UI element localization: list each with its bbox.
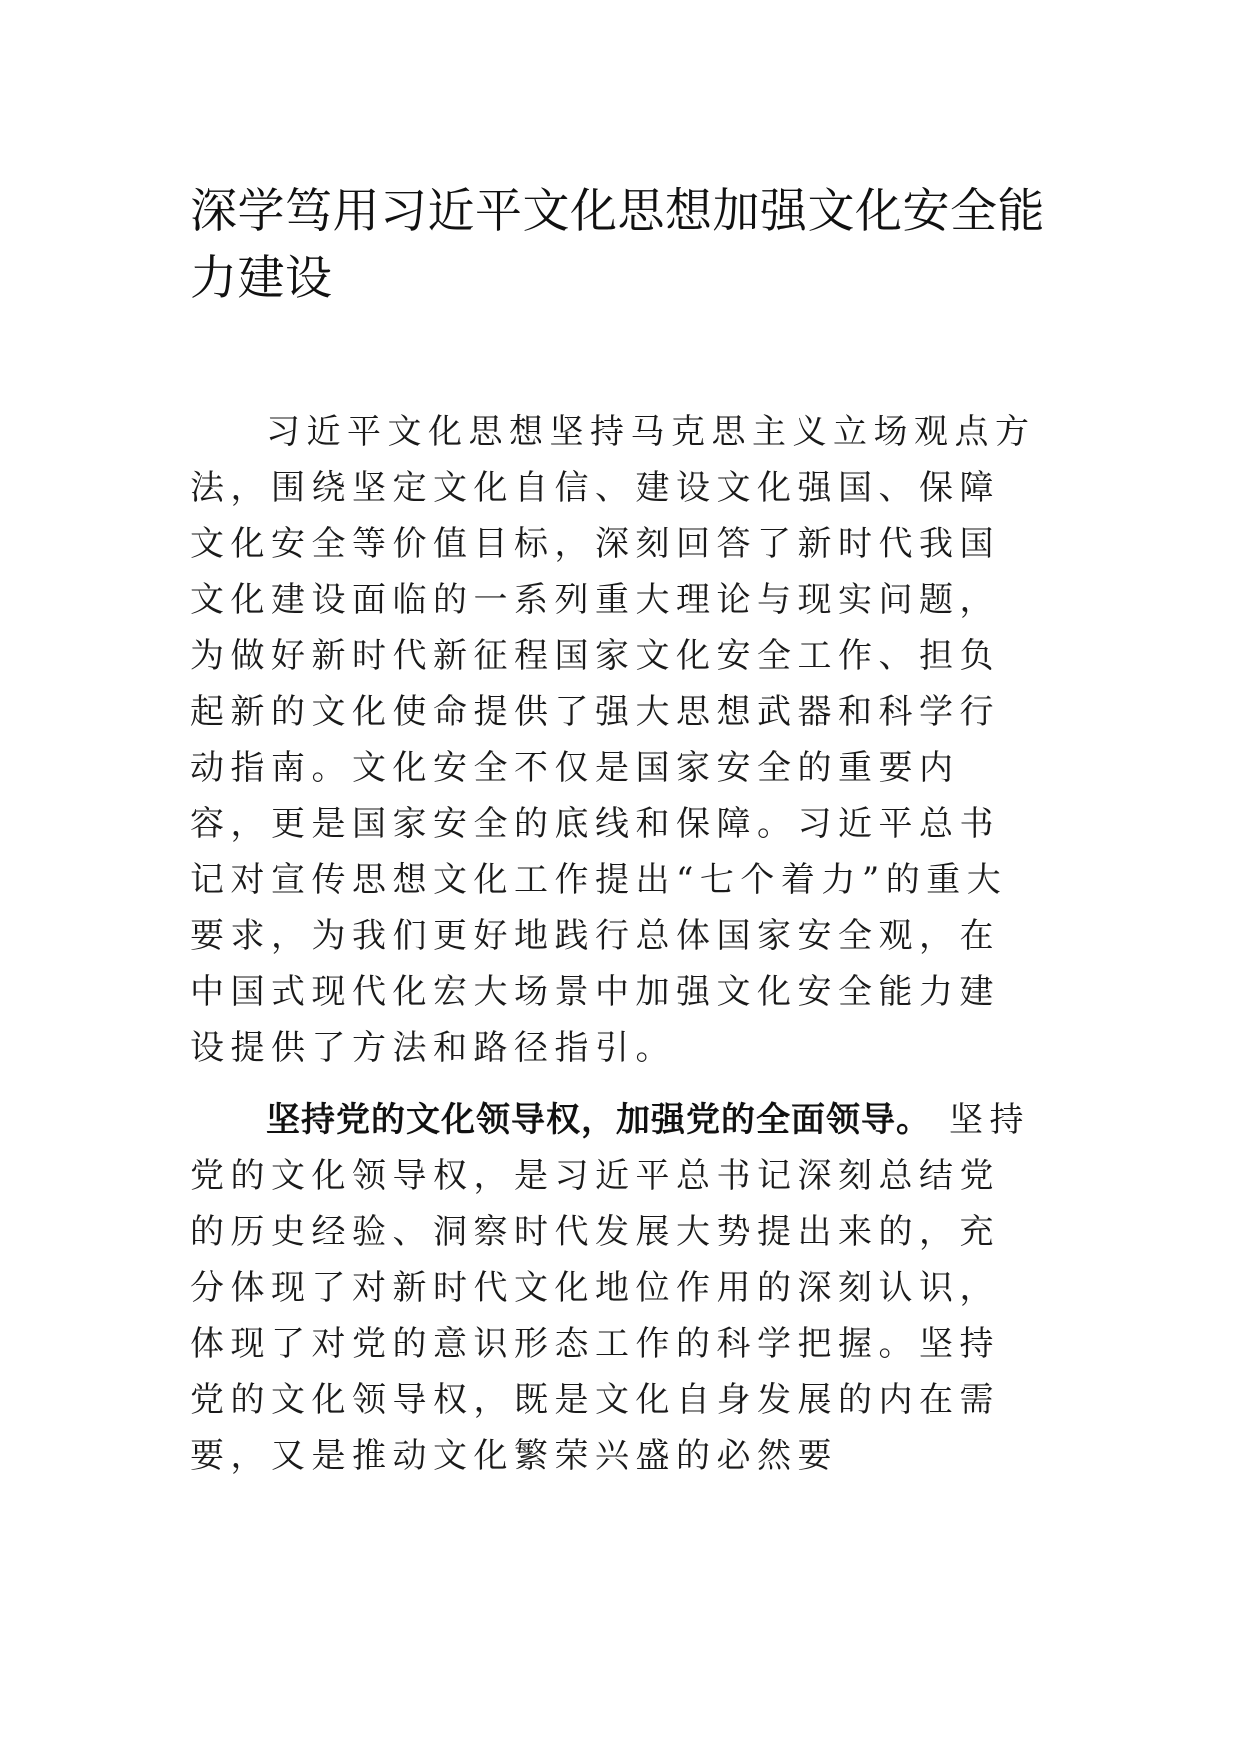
document-title: 深学笃用习近平文化思想加强文化安全能力建设	[190, 184, 1045, 306]
paragraph-section-1	[190, 1092, 1040, 1484]
section-heading: 坚持党的文化领导权，加强党的全面领导。	[266, 1100, 931, 1140]
paragraph-intro	[190, 404, 1040, 1076]
paragraph-text: 习近平文化思想坚持马克思主义立场观点方法，围绕坚定文化自信、建设文化强国、保障文化安全等价值目标，深刻回答了新时代我国文化建设面临的一系列重大理论与现实问题，为做好新时代新征程国家文化安全工作、担负起新的文化使命提供了强大思想武器和科学行动指南。文化安全不仅是国家安全的重要内容，更是国家安全的底线和保障。习近平总书记对宣传思想文化工作提出“七个着力”的重大要求，为我们更好地践行总体国家安全观，在中国式现代化宏大场景中加强文化安全能力建设提供了方法和路径指引。	[190, 412, 1036, 1068]
paragraph-text: 坚持党的文化领导权，是习近平总书记深刻总结党的历史经验、洞察时代发展大势提出来的，充分体现了对新时代文化地位作用的深刻认识，体现了对党的意识形态工作的科学把握。坚持党的文化领导权，既是文化自身发展的内在需要，又是推动文化繁荣兴盛的必然要	[190, 1100, 1030, 1476]
